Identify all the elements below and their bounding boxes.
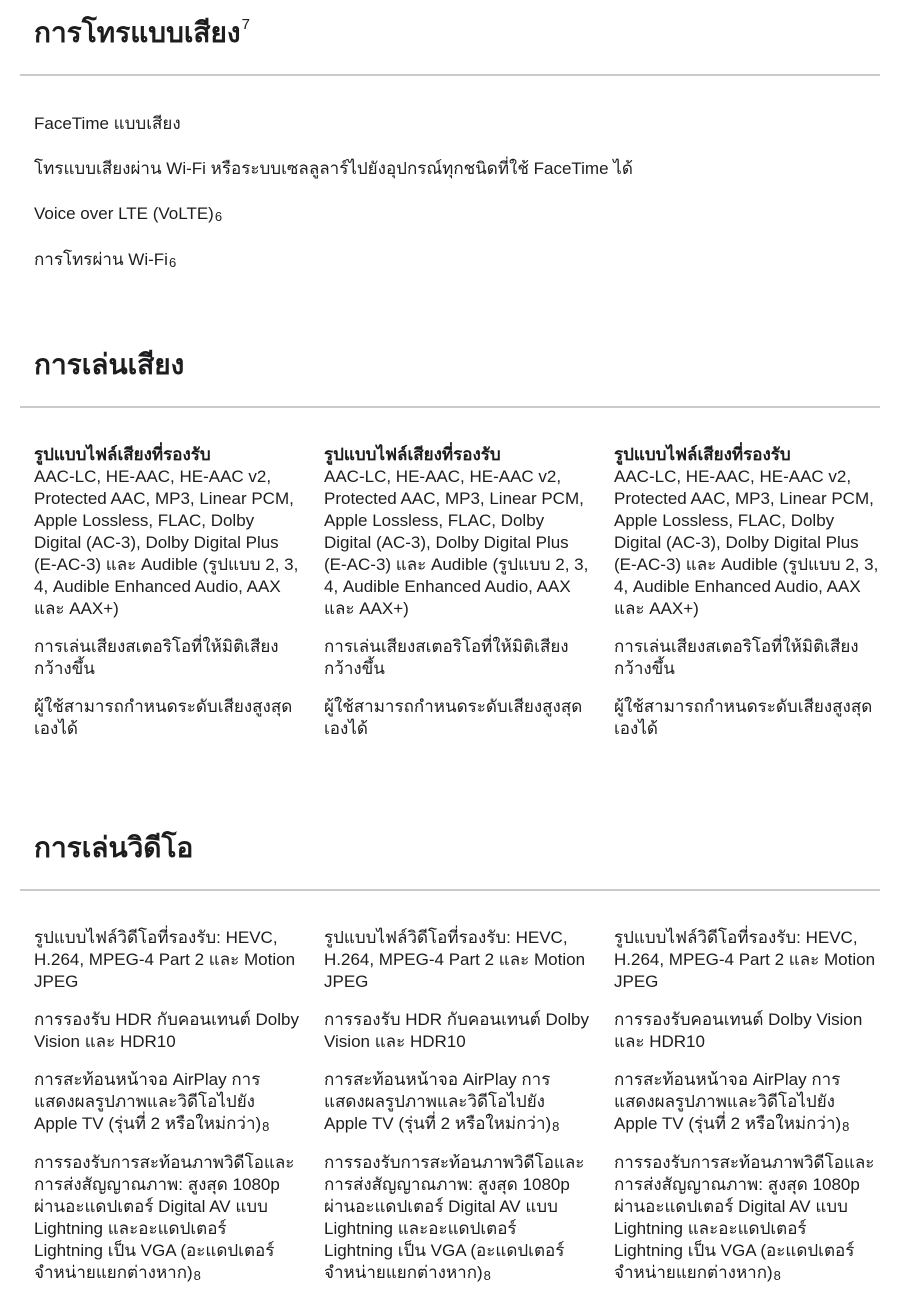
footnote-marker: 8 <box>483 1268 491 1283</box>
spec-text: การเล่นเสียงสเตอริโอที่ให้มิติเสียงกว้างขึ้น <box>34 637 279 678</box>
audio-playback-columns <box>34 444 880 756</box>
footnote-marker: 8 <box>262 1119 270 1134</box>
spec-row-facetime-audio <box>34 112 880 136</box>
audio-playback-title <box>34 346 880 384</box>
spec-text: การสะท้อนหน้าจอ AirPlay การแสดงผลรูปภาพและวิดีโอไปยัง Apple TV (รุ่นที่ 2 หรือใหม่กว่า) <box>34 1070 262 1133</box>
video-hdr <box>324 1009 590 1053</box>
audio-formats <box>34 444 300 620</box>
spec-text: การสะท้อนหน้าจอ AirPlay การแสดงผลรูปภาพและวิดีโอไปยัง Apple TV (รุ่นที่ 2 หรือใหม่กว่า) <box>324 1070 552 1133</box>
footnote-marker: 8 <box>552 1119 560 1134</box>
footnote-marker: 6 <box>214 209 223 224</box>
section-divider <box>20 889 880 891</box>
audio-formats <box>614 444 880 620</box>
voice-calls-title-text: การโทรแบบเสียง <box>34 17 241 48</box>
video-column-3 <box>614 927 880 1301</box>
audio-playback-title-text: การเล่นเสียง <box>34 349 185 380</box>
audio-formats <box>324 444 590 620</box>
audio-formats-text: AAC-LC, HE-AAC, HE-AAC v2, Protected AAC, MP3, Linear PCM, Apple Lossless, FLAC, Dolby Digital (AC-3), Dolby Digital Plus (E-AC-3) และ Audible (รูปแบบ 2, 3, 4, Audible Enhanced Audio, AAX และ AAX+) <box>34 467 299 618</box>
audio-formats-label: รูปแบบไฟล์เสียงที่รองรับ <box>34 445 211 464</box>
footnote-marker: 6 <box>168 255 177 270</box>
audio-volume-limit <box>614 696 880 740</box>
section-video-playback <box>20 829 880 1301</box>
spec-text: รูปแบบไฟล์วิดีโอที่รองรับ: HEVC, H.264, MPEG-4 Part 2 และ Motion JPEG <box>324 928 586 991</box>
voice-calls-rows <box>34 112 880 273</box>
video-airplay <box>614 1069 880 1136</box>
spec-text: โทรแบบเสียงผ่าน Wi-Fi หรือระบบเซลลูลาร์ไปยังอุปกรณ์ทุกชนิดที่ใช้ FaceTime ได้ <box>34 159 633 178</box>
spec-text: การรองรับการสะท้อนภาพวิดีโอและการส่งสัญญาณภาพ: สูงสุด 1080p ผ่านอะแดปเตอร์ Digital AV แบบ Lightning และอะแดปเตอร์ Lightning เป็น VGA (อะแดปเตอร์จำหน่ายแยกต่างหาก) <box>34 1153 295 1282</box>
spec-text: การรองรับการสะท้อนภาพวิดีโอและการส่งสัญญาณภาพ: สูงสุด 1080p ผ่านอะแดปเตอร์ Digital AV แบบ Lightning และอะแดปเตอร์ Lightning เป็น VGA (อะแดปเตอร์จำหน่ายแยกต่างหาก) <box>324 1153 585 1282</box>
audio-formats-text: AAC-LC, HE-AAC, HE-AAC v2, Protected AAC, MP3, Linear PCM, Apple Lossless, FLAC, Dolby Digital (AC-3), Dolby Digital Plus (E-AC-3) และ Audible (รูปแบบ 2, 3, 4, Audible Enhanced Audio, AAX และ AAX+) <box>614 467 879 618</box>
audio-stereo <box>614 636 880 680</box>
spec-text: การรองรับ HDR กับคอนเทนต์ Dolby Vision และ HDR10 <box>34 1010 299 1051</box>
section-audio-playback <box>20 346 880 756</box>
video-column-2 <box>324 927 590 1301</box>
voice-calls-title <box>34 6 880 52</box>
spec-text: ผู้ใช้สามารถกำหนดระดับเสียงสูงสุดเองได้ <box>324 697 583 738</box>
footnote-marker: 8 <box>193 1268 201 1283</box>
footnote-marker: 8 <box>842 1119 850 1134</box>
video-playback-title <box>34 829 880 867</box>
spec-text: การเล่นเสียงสเตอริโอที่ให้มิติเสียงกว้างขึ้น <box>614 637 859 678</box>
spec-row-wifi-calling <box>34 248 880 273</box>
video-mirroring <box>34 1152 300 1285</box>
section-divider <box>20 406 880 408</box>
footnote-marker: 8 <box>773 1268 781 1283</box>
video-formats <box>324 927 590 993</box>
video-airplay <box>324 1069 590 1136</box>
video-airplay <box>34 1069 300 1136</box>
section-voice-calls <box>20 6 880 273</box>
audio-column-3 <box>614 444 880 756</box>
spec-text: การโทรผ่าน Wi-Fi <box>34 250 168 269</box>
video-playback-columns <box>34 927 880 1301</box>
spec-row-volte <box>34 202 880 227</box>
spec-text: FaceTime แบบเสียง <box>34 114 181 133</box>
audio-formats-text: AAC-LC, HE-AAC, HE-AAC v2, Protected AAC, MP3, Linear PCM, Apple Lossless, FLAC, Dolby Digital (AC-3), Dolby Digital Plus (E-AC-3) และ Audible (รูปแบบ 2, 3, 4, Audible Enhanced Audio, AAX และ AAX+) <box>324 467 589 618</box>
video-formats <box>34 927 300 993</box>
video-hdr <box>614 1009 880 1053</box>
spec-text: ผู้ใช้สามารถกำหนดระดับเสียงสูงสุดเองได้ <box>614 697 873 738</box>
spec-text: รูปแบบไฟล์วิดีโอที่รองรับ: HEVC, H.264, MPEG-4 Part 2 และ Motion JPEG <box>614 928 876 991</box>
spec-text: ผู้ใช้สามารถกำหนดระดับเสียงสูงสุดเองได้ <box>34 697 293 738</box>
spec-text: การเล่นเสียงสเตอริโอที่ให้มิติเสียงกว้างขึ้น <box>324 637 569 678</box>
audio-volume-limit <box>34 696 300 740</box>
audio-formats-label: รูปแบบไฟล์เสียงที่รองรับ <box>324 445 501 464</box>
audio-column-2 <box>324 444 590 756</box>
spec-row-voice-over-wifi <box>34 157 880 181</box>
audio-volume-limit <box>324 696 590 740</box>
audio-column-1 <box>34 444 300 756</box>
video-column-1 <box>34 927 300 1301</box>
audio-stereo <box>324 636 590 680</box>
spec-text: การรองรับการสะท้อนภาพวิดีโอและการส่งสัญญาณภาพ: สูงสุด 1080p ผ่านอะแดปเตอร์ Digital AV แบบ Lightning และอะแดปเตอร์ Lightning เป็น VGA (อะแดปเตอร์จำหน่ายแยกต่างหาก) <box>614 1153 875 1282</box>
video-mirroring <box>324 1152 590 1285</box>
spec-text: การรองรับ HDR กับคอนเทนต์ Dolby Vision และ HDR10 <box>324 1010 589 1051</box>
video-formats <box>614 927 880 993</box>
video-playback-title-text: การเล่นวิดีโอ <box>34 832 194 863</box>
audio-formats-label: รูปแบบไฟล์เสียงที่รองรับ <box>614 445 791 464</box>
section-divider <box>20 74 880 76</box>
footnote-marker: 7 <box>241 16 250 33</box>
spec-text: Voice over LTE (VoLTE) <box>34 204 214 223</box>
spec-text: การรองรับคอนเทนต์ Dolby Vision และ HDR10 <box>614 1010 863 1051</box>
spec-text: รูปแบบไฟล์วิดีโอที่รองรับ: HEVC, H.264, MPEG-4 Part 2 และ Motion JPEG <box>34 928 296 991</box>
video-mirroring <box>614 1152 880 1285</box>
video-hdr <box>34 1009 300 1053</box>
spec-text: การสะท้อนหน้าจอ AirPlay การแสดงผลรูปภาพและวิดีโอไปยัง Apple TV (รุ่นที่ 2 หรือใหม่กว่า) <box>614 1070 842 1133</box>
audio-stereo <box>34 636 300 680</box>
